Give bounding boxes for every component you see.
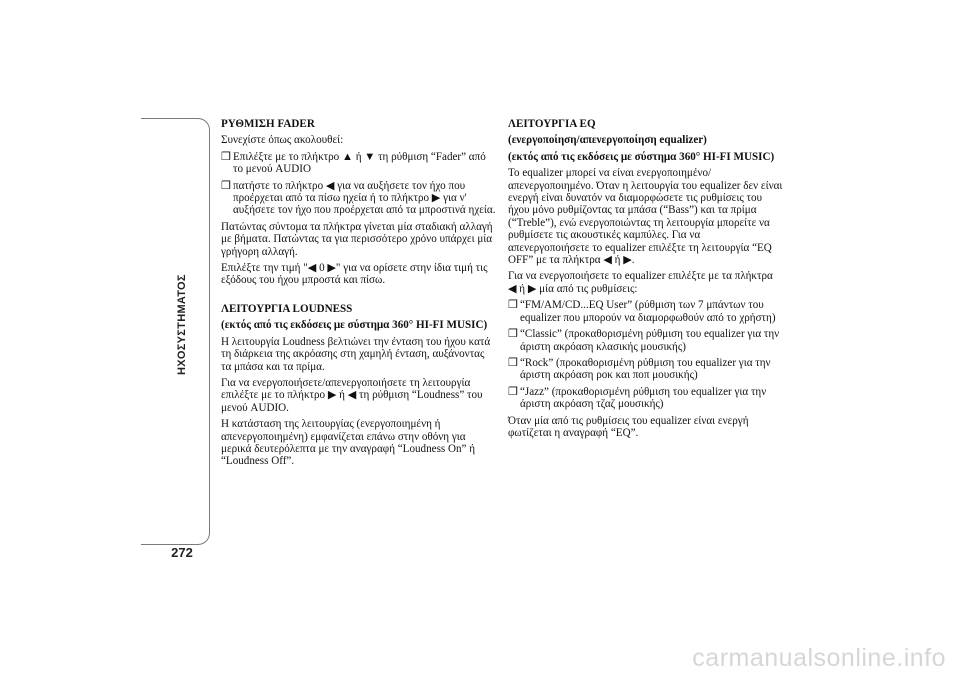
checkbox-bullet-icon: ❒: [508, 328, 518, 341]
eq-bullet-2-text: “Classic” (προκαθορισμένη ρύθμιση του equalizer για την άριστη ακρόαση κλασικής μουσικής): [520, 328, 780, 353]
loudness-paragraph-3: Η κατάσταση της λειτουργίας (ενεργοποιημένη ή απενεργοποιημένη) εμφανίζεται επάνω στην οθόνη για μερικά δευτερόλεπτα με την αναγραφή “Loudness On” ή “Loudness Off”.: [221, 418, 476, 468]
fader-heading: ΡΥΘΜΙΣΗ FADER: [221, 118, 315, 130]
eq-bullet-3: [508, 357, 783, 382]
checkbox-bullet-icon: ❒: [221, 179, 231, 192]
eq-heading: ΛΕΙΤΟΥΡΓΙΑ EQ: [508, 118, 596, 130]
eq-paragraph-1: Το equalizer μπορεί να είναι ενεργοποιημένο/απενεργοποιημένο. Όταν η λειτουργία του equalizer δεν είναι ενεργή είναι δυνατόν να διαμορφώσετε τις ρυθμίσεις του ήχου μόνο ρυθμίζοντας τα μπάσα (“Bass”) και τα πρίμα (“Treble”), ενώ ενεργοποιώντας τη λειτουργία μπορείτε να ρυθμίσετε τις ακουστικές καμπύλες. Για να απενεργοποιήσετε το equalizer επιλέξτε τη λειτουργία “EQ OFF” με τα πλήκτρα ◀ ή ▶.: [508, 167, 783, 267]
eq-subheading-1: (ενεργοποίηση/απενεργοποίηση equalizer): [508, 134, 707, 147]
page-number: 272: [171, 545, 193, 560]
fader-bullet-2-text: πατήστε το πλήκτρο ◀ για να αυξήσετε τον ήχο που προέρχεται από τα πίσω ηχεία ή το πλήκτρο ▶ για ν' αυξήσετε τον ήχο που προέρχεται από τα μπροστινά ηχεία.: [233, 179, 496, 217]
watermark: carmanualsonline.info: [692, 644, 946, 672]
section-label: ΗΧΟΣΥΣΤΗΜΑΤΟΣ: [176, 274, 188, 375]
checkbox-bullet-icon: ❒: [508, 356, 518, 369]
section-gap: [221, 291, 496, 303]
right-column: [508, 118, 783, 443]
eq-paragraph-3: Όταν μία από τις ρυθμίσεις του equalizer είναι ενεργή φωτίζεται η αναγραφή “EQ”.: [508, 414, 749, 439]
fader-intro: Συνεχίστε όπως ακολουθεί:: [221, 134, 344, 147]
fader-bullet-2: [221, 180, 496, 217]
eq-subheading-2: (εκτός από τις εκδόσεις με σύστημα 360° HI-FI MUSIC): [508, 150, 775, 163]
left-column: [221, 118, 496, 472]
checkbox-bullet-icon: ❒: [221, 150, 231, 163]
loudness-paragraph-1: Η λειτουργία Loudness βελτιώνει την ένταση του ήχου κατά τη διάρκεια της ακρόασης στη χαμηλή ένταση, αυξάνοντας τα μπάσα και τα πρίμα.: [221, 335, 491, 373]
fader-paragraph-2: Επιλέξτε την τιμή "◀ 0 ▶" για να ορίσετε στην ίδια τιμή τις εξόδους του ήχου μπροστά και πίσω.: [221, 262, 488, 287]
eq-bullet-1-text: “FM/AM/CD...EQ User” (ρύθμιση των 7 μπάντων του equalizer που μπορούν να διαμορφωθούν από το χρήστη): [520, 299, 776, 324]
fader-bullet-1-text: Επιλέξτε με το πλήκτρο ▲ ή ▼ τη ρύθμιση “Fader” από το μενού AUDIO: [233, 150, 486, 176]
loudness-paragraph-2: Για να ενεργοποιήσετε/απενεργοποιήσετε τη λειτουργία επιλέξτε με το πλήκτρο ▶ ή ◀ τη ρύθμιση “Loudness” του μενού AUDIO.: [221, 376, 483, 414]
loudness-heading: ΛΕΙΤΟΥΡΓΙΑ LOUDNESS: [221, 302, 353, 315]
fader-bullet-1: [221, 151, 496, 176]
eq-paragraph-2: Για να ενεργοποιήσετε το equalizer επιλέξτε με τα πλήκτρα ◀ ή ▶ μία από τις ρυθμίσεις:: [508, 270, 773, 295]
checkbox-bullet-icon: ❒: [508, 299, 518, 312]
checkbox-bullet-icon: ❒: [508, 385, 518, 398]
eq-bullet-4: [508, 386, 783, 411]
fader-paragraph-1: Πατώντας σύντομα τα πλήκτρα γίνεται μία σταδιακή αλλαγή με βήματα. Πατώντας τα για περισσότερο χρόνο υπάρχει μία γρήγορη αλλαγή.: [221, 220, 493, 258]
eq-bullet-4-text: “Jazz” (προκαθορισμένη ρύθμιση του equalizer για την άριστη ακρόαση τζαζ μουσικής): [520, 385, 767, 411]
eq-bullet-1: [508, 299, 783, 324]
eq-bullet-3-text: “Rock” (προκαθορισμένη ρύθμιση του equalizer για την άριστη ακρόαση ροκ και ποπ μουσικής): [520, 356, 771, 382]
eq-bullet-2: [508, 328, 783, 353]
loudness-subheading: (εκτός από τις εκδόσεις με σύστημα 360° HI-FI MUSIC): [221, 319, 488, 332]
